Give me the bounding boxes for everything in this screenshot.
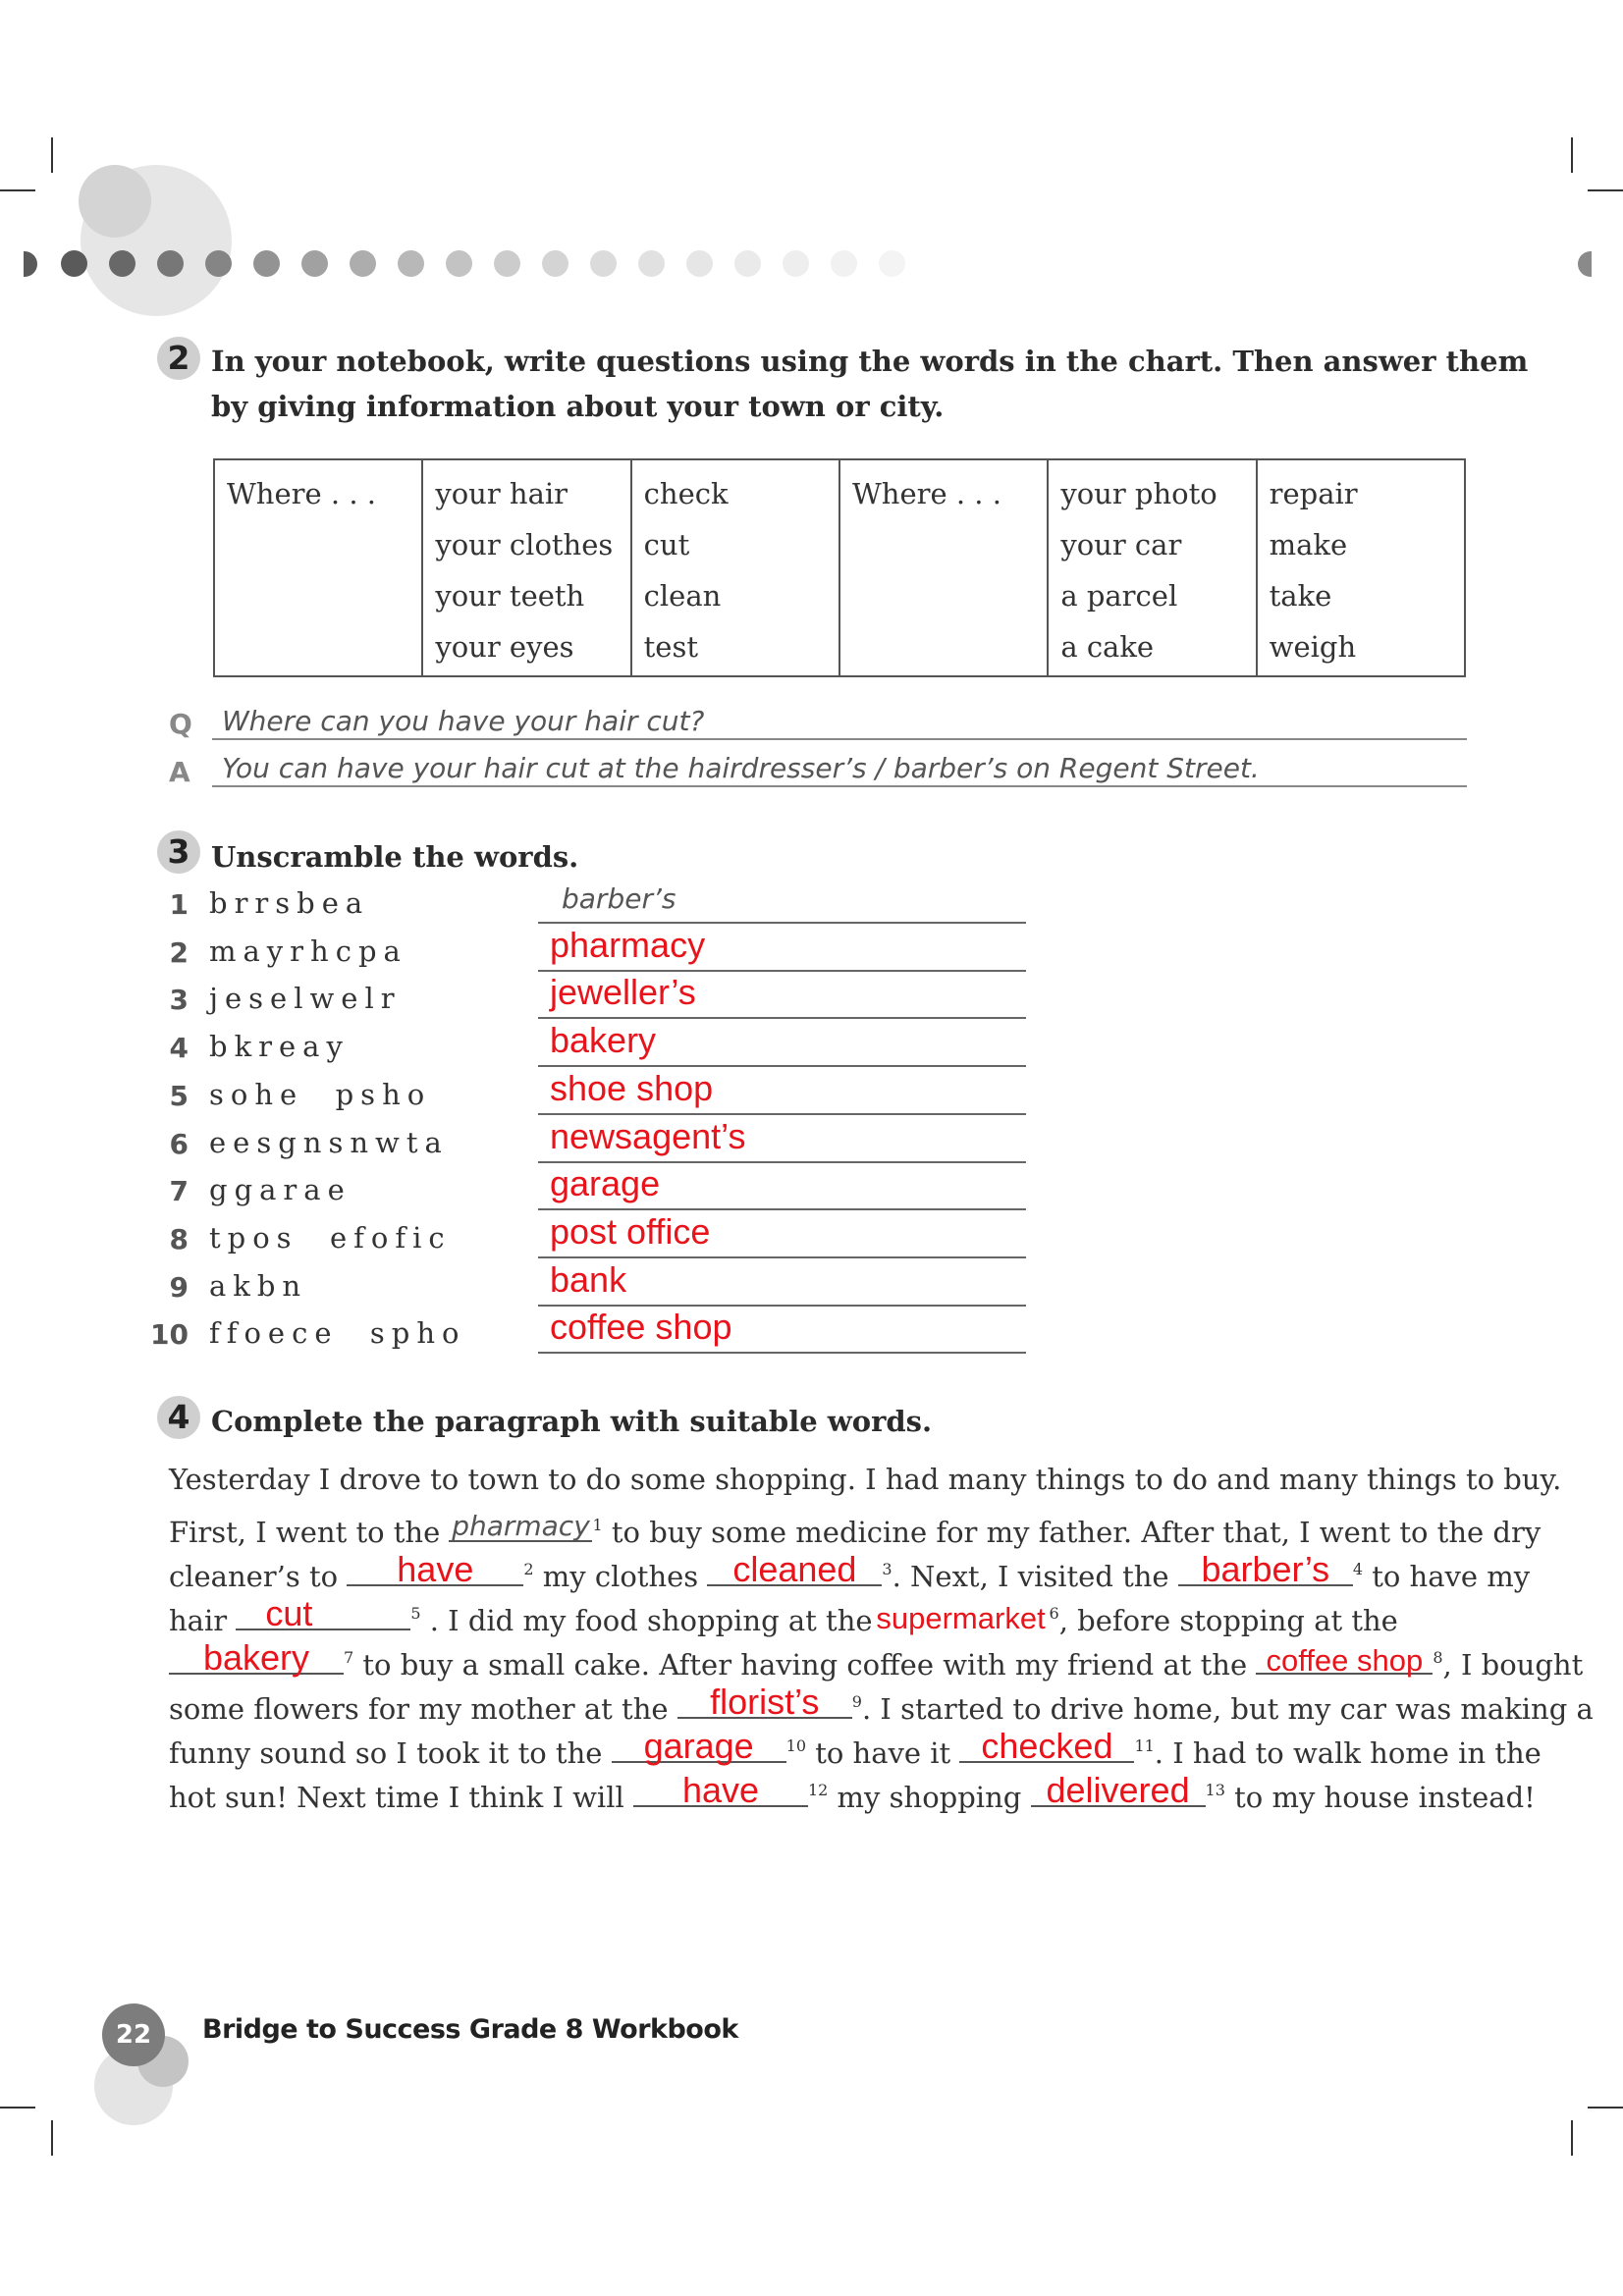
paragraph-text: some flowers for my mother at the (169, 1692, 677, 1726)
item-number: 3 (169, 984, 189, 1017)
filled-answer: garage (643, 1726, 754, 1766)
paragraph-line (169, 1595, 1398, 1637)
answer-line[interactable] (538, 1305, 1026, 1307)
crop-mark (0, 2107, 35, 2109)
answer-text: barber’s (562, 882, 676, 915)
chart-cell: a cake (1060, 630, 1155, 664)
decorative-dot (253, 250, 280, 277)
paragraph-line (169, 1507, 1541, 1549)
answer-blank[interactable] (1178, 1549, 1353, 1589)
crop-mark (1588, 2107, 1623, 2109)
item-number: 10 (150, 1318, 189, 1352)
filled-answer: pharmacy (452, 1510, 590, 1542)
chart-cell: Where . . . (851, 477, 1001, 510)
chart-column (214, 459, 422, 676)
exercise-number: 2 (157, 337, 200, 380)
exercise-instruction: Complete the paragraph with suitable words. (211, 1405, 933, 1438)
decorative-dot (61, 250, 87, 277)
decorative-dot (686, 250, 713, 277)
answer-text: newsagent’s (550, 1115, 746, 1156)
decorative-dot (831, 250, 857, 277)
answer-blank[interactable] (707, 1549, 882, 1589)
scrambled-word: brrsbea (209, 886, 370, 920)
answer-text: bakery (550, 1020, 657, 1061)
decorative-dot (1578, 251, 1592, 277)
paragraph-text: . I did my food shopping at the (420, 1604, 873, 1637)
crop-mark (1571, 137, 1573, 173)
decorative-dot (350, 250, 376, 277)
paragraph-text: , before stopping at the (1058, 1604, 1398, 1637)
chart-cell: a parcel (1060, 579, 1178, 613)
blank-number: 12 (807, 1781, 829, 1799)
paragraph-text: to have my (1363, 1560, 1531, 1593)
decorative-dot (590, 250, 617, 277)
blank-number: 7 (344, 1648, 354, 1667)
answer-line (212, 785, 1467, 787)
decorative-dot (879, 250, 905, 277)
chart-column (839, 459, 1048, 676)
blank-number: 9 (851, 1692, 862, 1711)
blank-number: 2 (523, 1560, 534, 1578)
crop-mark (51, 2120, 53, 2156)
paragraph-line (169, 1683, 1594, 1726)
item-number: 1 (169, 888, 189, 921)
blank-number: 8 (1433, 1648, 1443, 1667)
paragraph-text: . Next, I visited the (892, 1560, 1178, 1593)
chart-cell: repair (1269, 477, 1358, 510)
page-number: 22 (102, 2003, 165, 2066)
answer-line[interactable] (538, 1161, 1026, 1163)
crop-mark (0, 189, 35, 191)
filled-answer: cut (265, 1593, 313, 1633)
paragraph-text: hair (169, 1604, 237, 1637)
decorative-dot (734, 250, 761, 277)
decorative-dot (783, 250, 809, 277)
answer-text: bank (550, 1258, 627, 1300)
answer-text: pharmacy (550, 924, 706, 965)
chart-cell: Where . . . (227, 477, 376, 510)
scrambled-word: bkreay (209, 1030, 350, 1064)
chart-cell: your photo (1060, 477, 1217, 510)
question-label: Q (169, 708, 192, 740)
filled-answer: have (681, 1770, 760, 1810)
decorative-dot (24, 251, 37, 277)
word-chart (213, 458, 1466, 677)
answer-text: shoe shop (550, 1067, 714, 1108)
answer-text: coffee shop (550, 1307, 732, 1348)
item-number: 8 (169, 1222, 189, 1255)
decorative-dot (638, 250, 665, 277)
exercise-instruction (211, 339, 1528, 429)
crop-mark (1588, 189, 1623, 191)
book-title: Bridge to Success Grade 8 Workbook (202, 2014, 738, 2045)
answer-blank[interactable] (169, 1637, 344, 1678)
paragraph-text: . I had to walk home in the (1154, 1736, 1542, 1770)
chart-cell: clean (643, 579, 722, 613)
decorative-dot (494, 250, 520, 277)
paragraph-line (169, 1463, 1561, 1496)
paragraph-text: to have it (806, 1736, 960, 1770)
filled-answer: coffee shop (1266, 1643, 1424, 1678)
paragraph-text: , I bought (1442, 1648, 1584, 1682)
chart-column (631, 459, 839, 676)
blank-number: 11 (1134, 1736, 1155, 1755)
filled-answer: florist’s (710, 1682, 820, 1722)
blank-number: 10 (785, 1736, 806, 1755)
exercise-number: 4 (157, 1396, 200, 1439)
item-number: 4 (169, 1032, 189, 1065)
filled-answer: supermarket (876, 1601, 1046, 1635)
item-number: 9 (169, 1270, 189, 1304)
item-number: 5 (169, 1079, 189, 1112)
decorative-dot (398, 250, 424, 277)
answer-blank[interactable] (1256, 1639, 1433, 1678)
decorative-dot (109, 250, 135, 277)
paragraph-text: to buy some medicine for my father. After that, I went to the dry (602, 1516, 1542, 1549)
filled-answer: barber’s (1201, 1549, 1330, 1589)
example-question: Where can you have your hair cut? (222, 705, 705, 737)
example-answer: You can have your hair cut at the hairdresser’s / barber’s on Regent Street. (222, 752, 1260, 784)
answer-text: jeweller’s (550, 972, 696, 1013)
scrambled-word: ffoece spho (209, 1316, 466, 1351)
chart-cell: cut (643, 528, 690, 561)
paragraph-text: my shopping (828, 1781, 1031, 1814)
decorative-dot (157, 250, 184, 277)
paragraph-text: my clothes (533, 1560, 708, 1593)
answer-text: post office (550, 1210, 711, 1252)
chart-cell: weigh (1269, 630, 1357, 664)
paragraph-text: to my house instead! (1224, 1781, 1536, 1814)
blank-number: 5 (410, 1604, 421, 1623)
paragraph-text: hot sun! Next time I think I will (169, 1781, 633, 1814)
paragraph-text: First, I went to the (169, 1516, 450, 1549)
paragraph-text: . I started to drive home, but my car was making a (861, 1692, 1594, 1726)
item-number: 2 (169, 935, 189, 969)
chart-column (422, 459, 630, 676)
blank-number: 6 (1049, 1604, 1059, 1623)
answer-blank[interactable] (873, 1597, 1050, 1635)
filled-answer: bakery (202, 1637, 310, 1678)
chart-cell: your hair (435, 477, 568, 510)
blank-number: 3 (882, 1560, 893, 1578)
answer-label: A (169, 756, 190, 788)
scrambled-word: jeselwelr (209, 982, 402, 1016)
answer-blank[interactable] (449, 1507, 592, 1542)
blank-number: 13 (1205, 1781, 1225, 1799)
scrambled-word: akbn (209, 1268, 308, 1303)
paragraph-line (169, 1551, 1530, 1593)
chart-cell: check (643, 477, 729, 510)
filled-answer: checked (981, 1726, 1113, 1766)
decorative-dot (301, 250, 328, 277)
paragraph-text: to buy a small cake. After having coffee with my friend at the (353, 1648, 1257, 1682)
chart-cell: your car (1060, 528, 1182, 561)
answer-blank[interactable] (612, 1726, 786, 1766)
answer-line[interactable] (538, 1065, 1026, 1067)
chart-cell: make (1269, 528, 1348, 561)
filled-answer: delivered (1046, 1770, 1190, 1810)
answer-blank[interactable] (1031, 1770, 1206, 1810)
item-number: 6 (169, 1127, 189, 1160)
scrambled-word: mayrhcpa (209, 934, 407, 968)
paragraph-text: Yesterday I drove to town to do some shopping. I had many things to do and many things to buy. (169, 1463, 1562, 1496)
decorative-dot (446, 250, 472, 277)
answer-blank[interactable] (959, 1726, 1134, 1766)
paragraph-line (169, 1728, 1542, 1770)
answer-blank[interactable] (347, 1549, 523, 1589)
answer-line[interactable] (538, 922, 1026, 924)
crop-mark (1571, 2120, 1573, 2156)
answer-line[interactable] (538, 1208, 1026, 1210)
decorative-circle (79, 165, 151, 238)
paragraph-line (169, 1772, 1536, 1814)
instruction-line: In your notebook, write questions using the words in the chart. Then answer them (211, 345, 1529, 378)
answer-line[interactable] (538, 1256, 1026, 1258)
answer-line[interactable] (538, 1017, 1026, 1019)
chart-column (1257, 459, 1465, 676)
scrambled-word: eesgnsnwta (209, 1125, 449, 1159)
scrambled-word: tpos efofic (209, 1220, 452, 1255)
chart-cell: test (643, 630, 699, 664)
item-number: 7 (169, 1175, 189, 1208)
chart-cell: take (1269, 579, 1332, 613)
chart-cell: your teeth (435, 579, 585, 613)
chart-cell: your clothes (435, 528, 614, 561)
decorative-dot (205, 250, 232, 277)
paragraph-line (169, 1639, 1583, 1682)
answer-line (212, 738, 1467, 740)
instruction-line: by giving information about your town or city. (211, 390, 945, 423)
answer-line[interactable] (538, 970, 1026, 972)
paragraph-text: cleaner’s to (169, 1560, 348, 1593)
blank-number: 4 (1352, 1560, 1363, 1578)
exercise-instruction: Unscramble the words. (211, 840, 579, 874)
paragraph-text: funny sound so I took it to the (169, 1736, 612, 1770)
filled-answer: have (397, 1549, 474, 1589)
chart-cell: your eyes (435, 630, 574, 664)
answer-blank[interactable] (236, 1593, 410, 1633)
answer-blank[interactable] (677, 1682, 852, 1722)
exercise-number: 3 (157, 830, 200, 874)
answer-text: garage (550, 1163, 661, 1204)
answer-line[interactable] (538, 1113, 1026, 1115)
answer-line[interactable] (538, 1352, 1026, 1354)
answer-blank[interactable] (633, 1770, 808, 1810)
filled-answer: cleaned (732, 1549, 857, 1589)
chart-column (1048, 459, 1256, 676)
decorative-dot (542, 250, 568, 277)
crop-mark (51, 137, 53, 173)
scrambled-word: sohe psho (209, 1077, 432, 1111)
scrambled-word: ggarae (209, 1173, 352, 1207)
blank-number: 1 (592, 1516, 603, 1534)
